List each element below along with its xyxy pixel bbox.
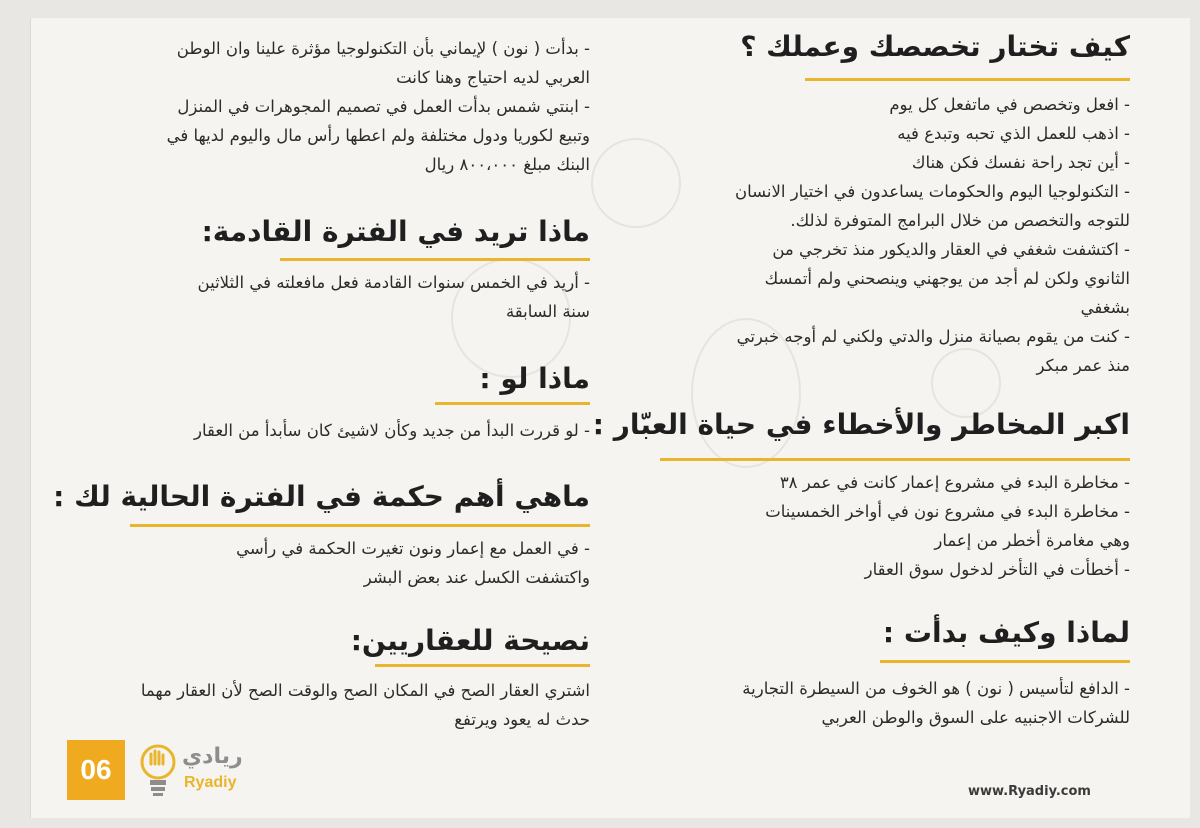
section-body: [735, 90, 1130, 380]
section-heading: ماذا لو :: [479, 362, 590, 395]
heading-underline: [805, 78, 1130, 81]
heading-underline: [435, 402, 590, 405]
text-line: - اكتشفت شغفي في العقار والديكور منذ تخرجي من: [772, 240, 1130, 259]
text-line: البنك مبلغ ٨٠٠،٠٠٠ ريال: [424, 155, 590, 174]
text-line: العربي لديه احتياج وهنا كانت: [396, 68, 590, 87]
section-body: [194, 416, 590, 445]
text-line: بشغفي: [1080, 298, 1130, 317]
text-line: حدث له يعود ويرتفع: [454, 710, 590, 729]
text-line: وتبيع لكوريا ودول مختلفة ولم اعطها رأس مال واليوم لديها في: [166, 126, 590, 145]
heading-underline: [280, 258, 590, 261]
text-line: للشركات الاجنبيه على السوق والوطن العربي: [821, 708, 1130, 727]
text-line: وهي مغامرة أخطر من إعمار: [934, 531, 1130, 550]
text-line: واكتشفت الكسل عند بعض البشر: [363, 568, 590, 587]
section-body: [742, 674, 1130, 732]
logo-arabic-text: ريادي: [182, 744, 243, 769]
text-line: - أخطأت في التأخر لدخول سوق العقار: [864, 560, 1130, 579]
text-line: - كنت من يقوم بصيانة منزل والدتي ولكني لم أوجه خبرتي: [736, 327, 1130, 346]
section-body: [236, 534, 590, 592]
section-heading: ماذا تريد في الفترة القادمة:: [201, 215, 590, 248]
section-heading: ماهي أهم حكمة في الفترة الحالية لك :: [53, 480, 590, 513]
text-line: - ابنتي شمس بدأت العمل في تصميم المجوهرات في المنزل: [177, 97, 590, 116]
text-line: - مخاطرة البدء في مشروع إعمار كانت في عمر ٣٨: [779, 473, 1130, 492]
text-line: - أريد في الخمس سنوات القادمة فعل مافعلته في الثلاثين: [197, 273, 590, 292]
text-line: - التكنولوجيا اليوم والحكومات يساعدون في اختيار الانسان: [735, 182, 1130, 201]
text-line: اشتري العقار الصح في المكان الصح والوقت الصح لأن العقار مهما: [140, 681, 590, 700]
website-url[interactable]: www.Ryadiy.com: [968, 784, 1091, 799]
decorative-circle: [591, 138, 681, 228]
section-body: [198, 268, 590, 326]
section-heading: لماذا وكيف بدأت :: [882, 616, 1130, 649]
heading-underline: [660, 458, 1130, 461]
text-line: - بدأت ( نون ) لإيماني بأن التكنولوجيا مؤثرة علينا وان الوطن: [176, 39, 590, 58]
logo-english-text: Ryadiy: [184, 774, 237, 791]
text-line: - الدافع لتأسيس ( نون ) هو الخوف من السيطرة التجارية: [742, 679, 1130, 698]
heading-underline: [880, 660, 1130, 663]
text-line: - أين تجد راحة نفسك فكن هناك: [911, 153, 1130, 172]
text-line: الثانوي ولكن لم أجد من يوجهني وينصحني ولم أتمسك: [764, 269, 1130, 288]
text-line: للتوجه والتخصص من خلال البرامج المتوفرة لذلك.: [790, 211, 1130, 230]
text-line: - لو قررت البدأ من جديد وكأن لاشيئ كان سأبدأ من العقار: [194, 421, 590, 440]
heading-underline: [375, 664, 590, 667]
lightbulb-hand-icon: [136, 742, 180, 798]
section-heading: كيف تختار تخصصك وعملك ؟: [740, 30, 1130, 63]
text-line: - اذهب للعمل الذي تحبه وتبدع فيه: [897, 124, 1130, 143]
text-line: - افعل وتخصص في ماتفعل كل يوم: [889, 95, 1130, 114]
text-line: - في العمل مع إعمار ونون تغيرت الحكمة في رأسي: [236, 539, 590, 558]
section-body: [141, 676, 590, 734]
text-line: سنة السابقة: [505, 302, 590, 321]
heading-underline: [130, 524, 590, 527]
text-line: - مخاطرة البدء في مشروع نون في أواخر الخمسينات: [765, 502, 1130, 521]
section-body: [765, 468, 1130, 584]
section-heading: نصيحة للعقاريين:: [350, 624, 590, 657]
page-number-badge: 06: [67, 740, 125, 800]
intro-body: [167, 34, 590, 179]
text-line: منذ عمر مبكر: [1036, 356, 1130, 375]
brand-logo: [132, 740, 262, 800]
section-heading: اكبر المخاطر والأخطاء في حياة العبّار :: [592, 408, 1130, 441]
